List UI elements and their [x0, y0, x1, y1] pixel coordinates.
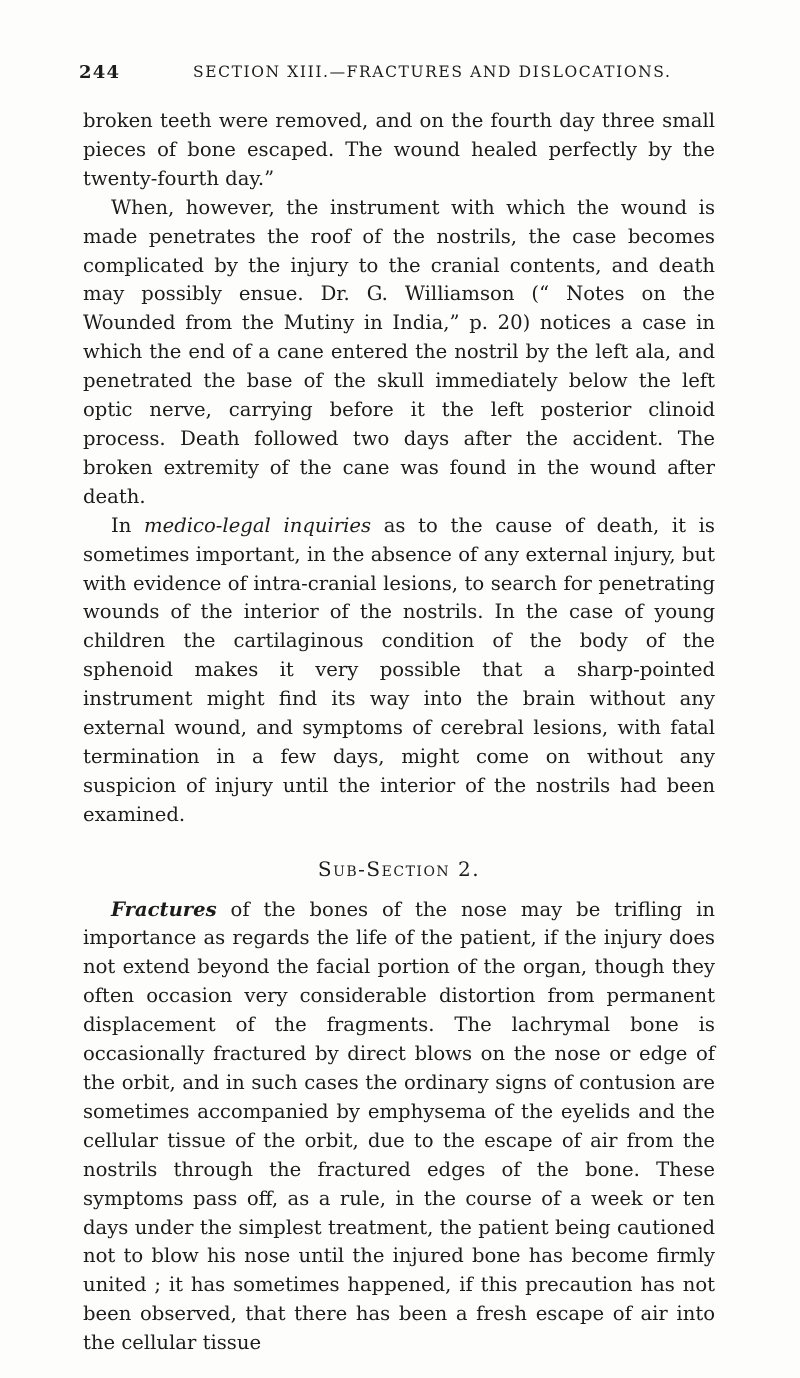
bold-italic-term-fractures: Fractures: [111, 897, 217, 921]
paragraph-fractures-text: of the bones of the nose may be trifling in importance as regards the life of the patient, if the injury does not extend beyond the facial portion of the organ, though they often occasion very considerable distortion from permanent displacement of the fragments. The lachrymal bone is occasionally fractured by direct blows on the nose or edge of the orbit, and in such cases the ordinary signs of contusion are sometimes accompanied by emphysema of the eyelids and the cellular tissue of the orbit, due to the escape of air from the nostrils through the fractured edges of the bone. These symptoms pass off, as a rule, in the course of a week or ten days under the simplest treatment, the patient being cautioned not to blow his nose until the injured bone has become firmly united ; it has sometimes happened, if this precaution has not been observed, that there has been a fresh escape of air into the cellular tissue: [83, 897, 715, 1355]
paragraph-cranial-injury: When, however, the instrument with which the wound is made penetrates the roof of the nostrils, the case becomes complicated by the injury to the cranial contents, and death may possibly ensue. Dr. G. Williamson (“ Notes on the Wounded from the Mutiny in India,” p. 20) notices a case in which the end of a cane entered the nostril by the left ala, and penetrated the base of the skull immediately below the left optic nerve, carrying before it the left posterior clinoid process. Death followed two days after the accident. The broken extremity of the cane was found in the wound after death.: [83, 195, 715, 508]
paragraph-medico-legal: [83, 512, 715, 830]
body-text: [83, 107, 715, 1358]
paragraph-medico-legal-text: as to the cause of death, it is sometimes important, in the absence of any external injury, but with evidence of intra-cranial lesions, to search for penetrating wounds of the interior of the nostrils. In the case of young children the cartilaginous condition of the body of the sphenoid makes it very possible that a sharp-pointed instrument might find its way into the brain without any external wound, and symptoms of cerebral lesions, with fatal termination in a few days, might come on without any suspicion of injury until the interior of the nostrils had been examined.: [83, 513, 715, 826]
paragraph-fractures: [83, 896, 715, 1359]
paragraph-lead-word: In: [111, 513, 132, 537]
paragraph-continued: broken teeth were removed, and on the fourth day three small pieces of bone escaped. The wound healed perfectly by the twenty-fourth day.”: [83, 109, 715, 190]
running-header: [79, 62, 709, 88]
section-title: SECTION XIII.—FRACTURES AND DISLOCATIONS.: [193, 63, 672, 81]
page-number: 244: [79, 62, 121, 83]
italic-phrase-medico-legal: medico-legal inquiries: [144, 513, 372, 537]
subsection-heading: Sub-Section 2.: [317, 856, 481, 881]
